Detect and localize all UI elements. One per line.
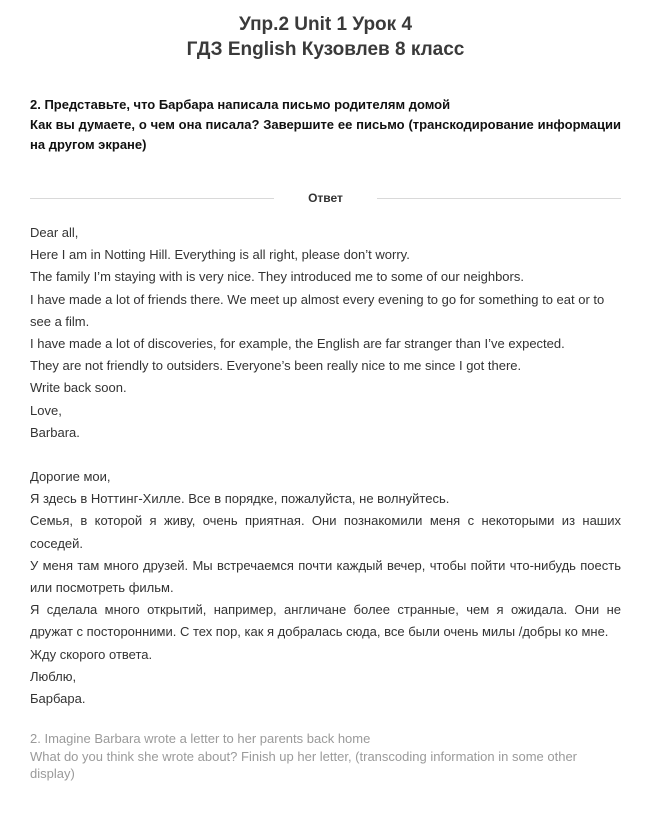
page-title: [30, 12, 621, 62]
letter-line: У меня там много друзей. Мы встречаемся почти каждый вечер, чтобы пойти что-нибудь поесть или посмотреть фильм.: [30, 557, 621, 596]
letter-line: Семья, в которой я живу, очень приятная. Они познакомили меня с некоторыми из наших соседей.: [30, 513, 621, 551]
letter-line: Я здесь в Ноттинг-Хилле. Все в порядке, пожалуйста, не волнуйтесь.: [30, 491, 450, 507]
english-translation: [30, 730, 621, 783]
answer-label: Ответ: [308, 191, 343, 205]
letter-line: Dear all,: [30, 225, 79, 240]
letter-line: I have made a lot of friends there. We meet up almost every evening to go for something to eat or to see a film.: [30, 291, 605, 329]
task-line-2: Как вы думаете, о чем она писала? Завершите ее письмо (транскодирование информации на другом экране): [30, 117, 621, 152]
letter-line: Я сделала много открытий, например, англичане более странные, чем я ожидала. Они не дружат с посторонними. С тех пор, как я добралась сюда, все были очень милы /добры ко мне.: [30, 602, 621, 640]
letter-line: Жду скорого ответа.: [30, 646, 153, 662]
task-description: [30, 95, 621, 155]
letter-line: Love,: [30, 402, 62, 418]
letter-line: Barbara.: [30, 424, 80, 440]
divider-right: [377, 198, 621, 199]
letter-line: Барбара.: [30, 691, 86, 707]
translation-line-2: What do you think she wrote about? Finish up her letter, (transcoding information in some other display): [30, 748, 578, 782]
task-line-1: 2. Представьте, что Барбара написала письмо родителям домой: [30, 97, 451, 112]
letter-line: The family I’m staying with is very nice. They introduced me to some of our neighbors.: [30, 269, 524, 285]
paragraph-gap: [30, 444, 621, 466]
letter-line: Write back soon.: [30, 380, 127, 396]
letter-line: Here I am in Notting Hill. Everything is all right, please don’t worry.: [30, 247, 410, 263]
answer-divider: [30, 188, 621, 208]
letter-line: Дорогие мои,: [30, 469, 111, 485]
letter-line: I have made a lot of discoveries, for example, the English are far stranger than I’ve expected.: [30, 336, 565, 352]
translation-line-1: 2. Imagine Barbara wrote a letter to her parents back home: [30, 731, 371, 747]
russian-letter: [30, 466, 621, 710]
english-letter: [30, 222, 621, 466]
title-line-1: Упр.2 Unit 1 Урок 4: [238, 14, 413, 35]
letter-line: Люблю,: [30, 668, 77, 684]
letter-line: They are not friendly to outsiders. Everyone’s been really nice to me since I got there.: [30, 358, 522, 374]
title-line-2: ГДЗ English Кузовлев 8 класс: [186, 39, 465, 60]
divider-left: [30, 198, 274, 199]
